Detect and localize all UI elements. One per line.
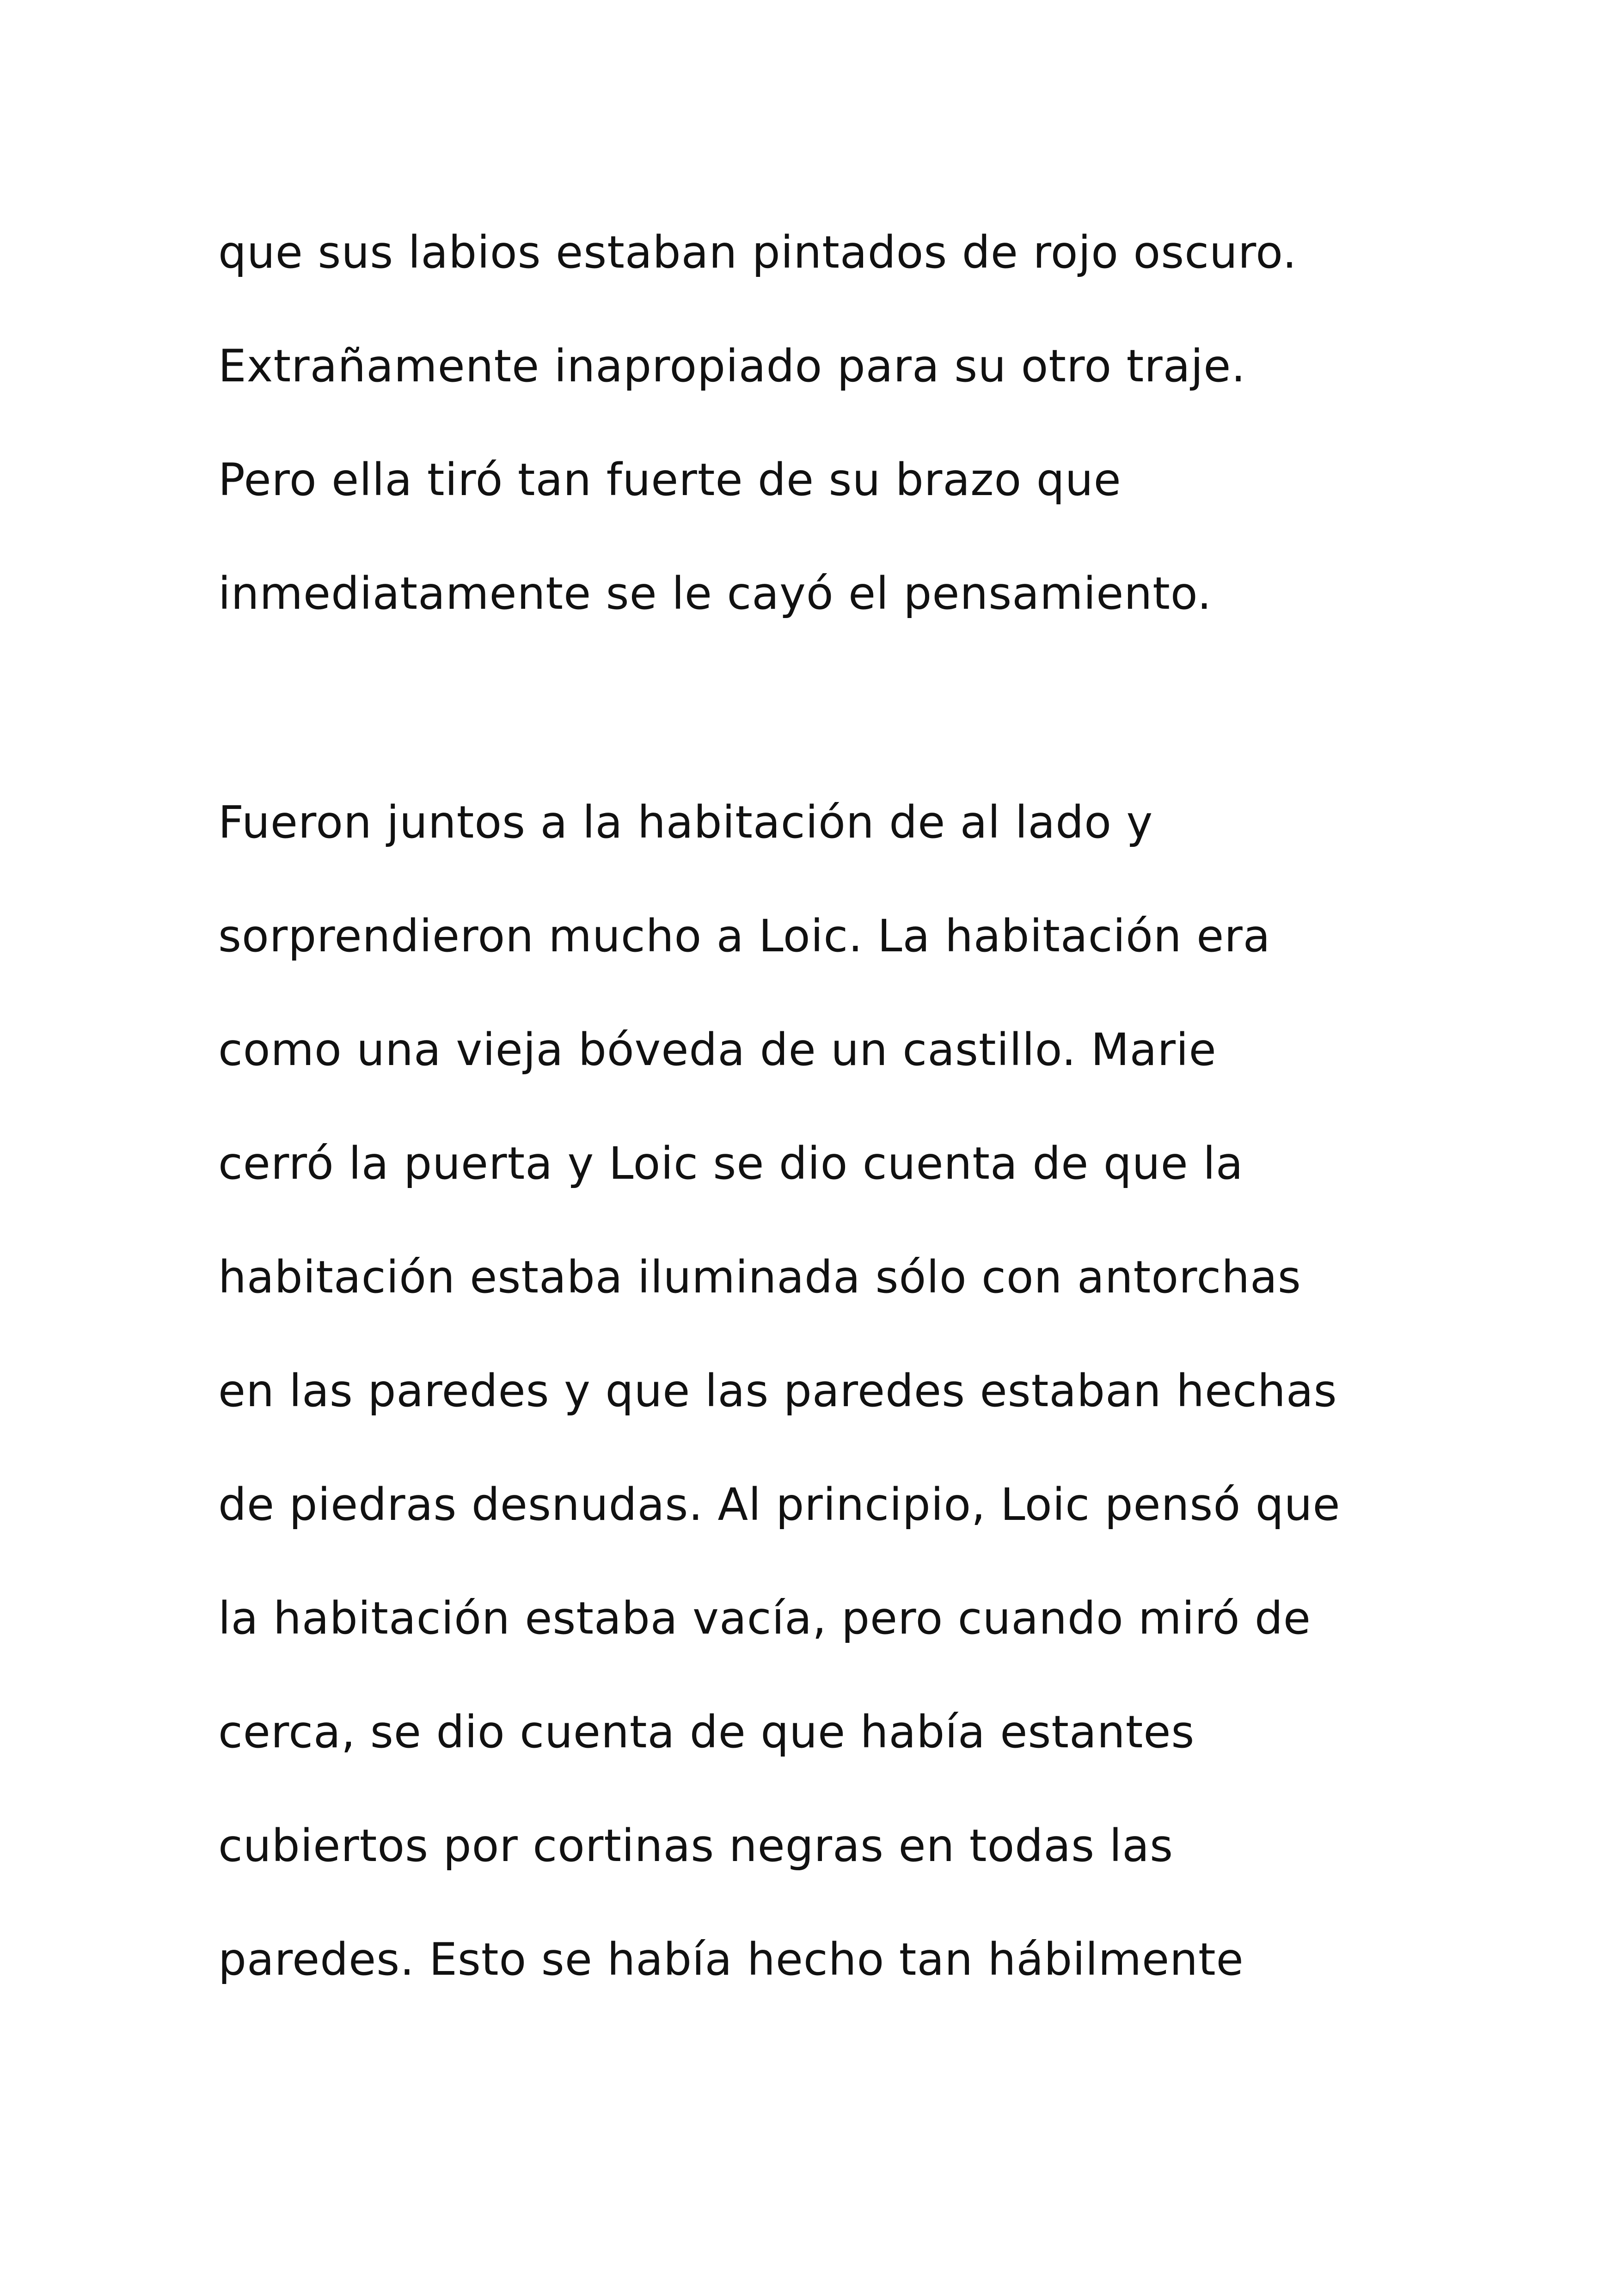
text-line: que sus labios estaban pintados de rojo oscuro. [218, 227, 1297, 278]
paragraph-1 [218, 196, 1420, 650]
text-line: la habitación estaba vacía, pero cuando miró de [218, 1592, 1311, 1644]
text-line: Pero ella tiró tan fuerte de su brazo que [218, 454, 1122, 506]
text-line: inmediatamente se le cayó el pensamiento. [218, 568, 1212, 619]
text-line: en las paredes y que las paredes estaban hechas [218, 1365, 1337, 1417]
text-line: Extrañamente inapropiado para su otro traje. [218, 340, 1246, 392]
text-line: cerca, se dio cuenta de que había estantes [218, 1706, 1195, 1758]
text-line: habitación estaba iluminada sólo con antorchas [218, 1251, 1301, 1303]
text-line: cubiertos por cortinas negras en todas las [218, 1820, 1174, 1872]
text-line: cerró la puerta y Loic se dio cuenta de que la [218, 1138, 1244, 1189]
text-line: sorprendieron mucho a Loic. La habitación era [218, 910, 1271, 962]
text-line: paredes. Esto se había hecho tan hábilmente [218, 1934, 1244, 1985]
paragraph-2 [218, 765, 1420, 2016]
text-line: como una vieja bóveda de un castillo. Marie [218, 1024, 1217, 1076]
text-line: Fueron juntos a la habitación de al lado y [218, 796, 1153, 848]
text-line: de piedras desnudas. Al principio, Loic pensó que [218, 1479, 1341, 1531]
